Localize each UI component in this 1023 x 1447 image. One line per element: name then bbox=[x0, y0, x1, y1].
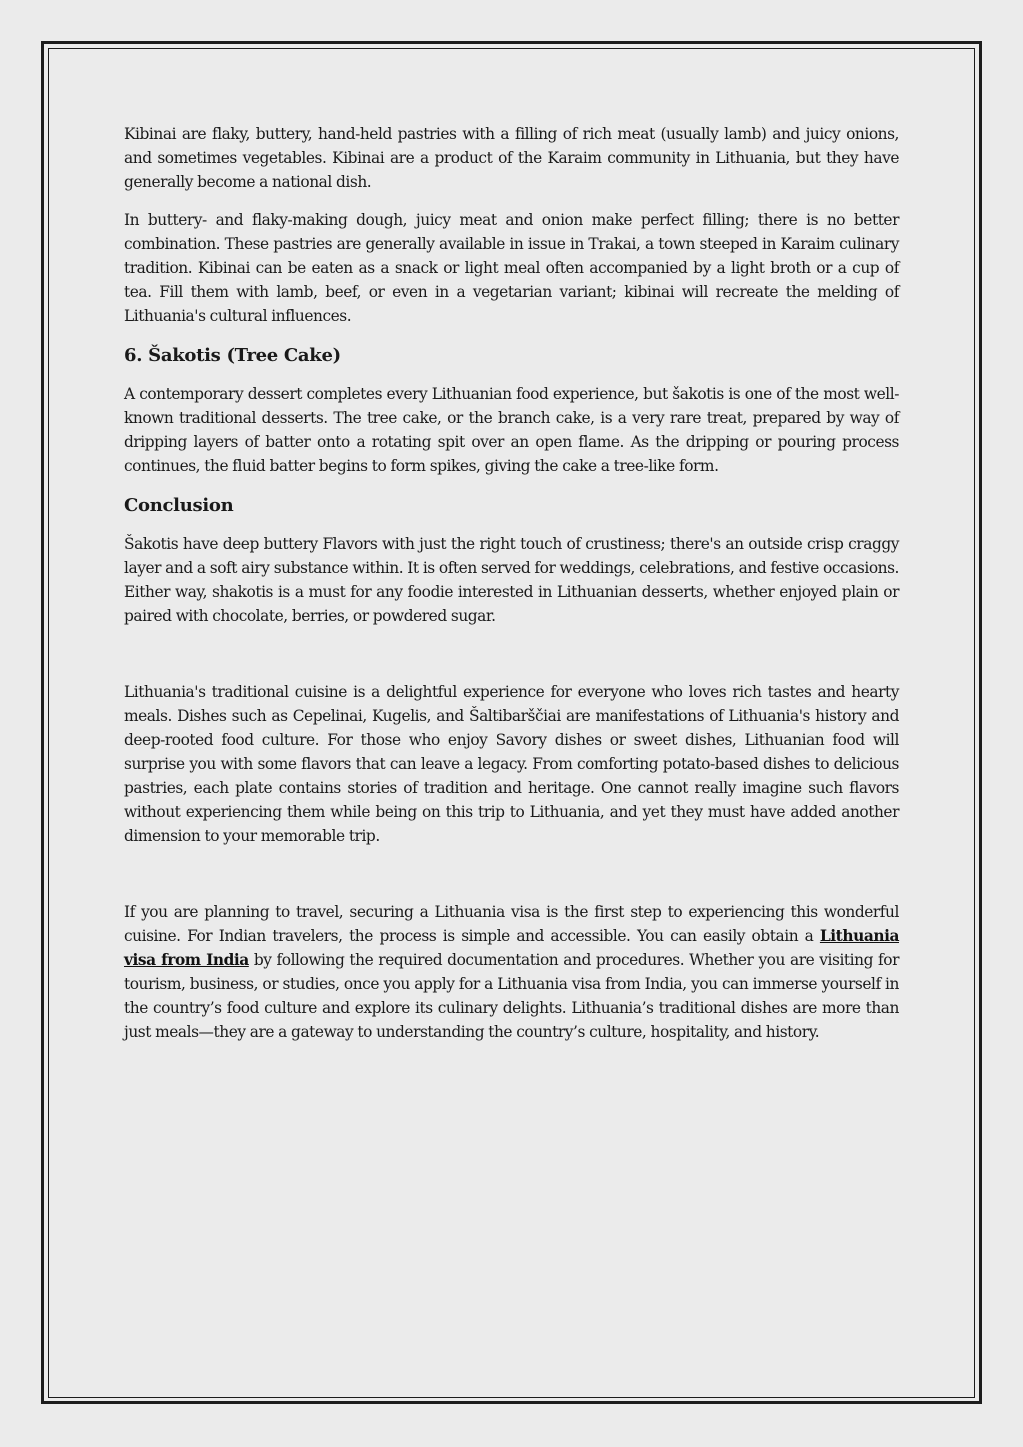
visa-text-after-link: by following the required documentation and procedures. Whether you are visiting for tourism, business, or studies, once you apply for a Lithuania visa from India, you can immerse yourself in the country’s food culture and explore its culinary delights. Lithuania’s traditional dishes are more than just meals—they are a gateway to understanding the country’s culture, hospitality, and history. bbox=[124, 951, 899, 1041]
visa-text-before-link: If you are planning to travel, securing a Lithuania visa is the first step to experiencing this wonderful cuisine. For Indian travelers, the process is simple and accessible. You can easily obtain a bbox=[124, 903, 899, 945]
sakotis-heading: 6. Šakotis (Tree Cake) bbox=[124, 345, 341, 366]
kibinai-intro-paragraph: Kibinai are flaky, buttery, hand-held pastries with a filling of rich meat (usually lamb) and juicy onions, and sometimes vegetables. Kibinai are a product of the Karaim community in Lithuania, but they have generally become a national dish. bbox=[124, 125, 899, 191]
conclusion-sakotis-paragraph: Šakotis have deep buttery Flavors with just the right touch of crustiness; there's an outside crisp craggy layer and a soft airy substance within. It is often served for weddings, celebrations, and festive occasions. Either way, shakotis is a must for any foodie interested in Lithuanian desserts, whether enjoyed plain or paired with chocolate, berries, or powdered sugar. bbox=[124, 535, 899, 625]
lithuania-visa-link[interactable]: Lithuania visa from India bbox=[124, 927, 899, 969]
visa-paragraph bbox=[124, 900, 899, 1044]
conclusion-heading: Conclusion bbox=[124, 495, 234, 516]
document-body bbox=[124, 122, 899, 1044]
cuisine-summary-paragraph: Lithuania's traditional cuisine is a delightful experience for everyone who loves rich tastes and hearty meals. Dishes such as Cepelinai, Kugelis, and Šaltibarščiai are manifestations of Lithuania's history and deep-rooted food culture. For those who enjoy Savory dishes or sweet dishes, Lithuanian food will surprise you with some flavors that can leave a legacy. From comforting potato-based dishes to delicious pastries, each plate contains stories of tradition and heritage. One cannot really imagine such flavors without experiencing them while being on this trip to Lithuania, and yet they must have added another dimension to your memorable trip. bbox=[124, 683, 899, 845]
kibinai-detail-paragraph: In buttery- and flaky-making dough, juicy meat and onion make perfect filling; there is no better combination. These pastries are generally available in issue in Trakai, a town steeped in Karaim culinary tradition. Kibinai can be eaten as a snack or light meal often accompanied by a light broth or a cup of tea. Fill them with lamb, beef, or even in a vegetarian variant; kibinai will recreate the melding of Lithuania's cultural influences. bbox=[124, 211, 899, 325]
sakotis-intro-paragraph: A contemporary dessert completes every Lithuanian food experience, but šakotis is one of the most well-known traditional desserts. The tree cake, or the branch cake, is a very rare treat, prepared by way of dripping layers of batter onto a rotating spit over an open flame. As the dripping or pouring process continues, the fluid batter begins to form spikes, giving the cake a tree-like form. bbox=[124, 385, 899, 475]
